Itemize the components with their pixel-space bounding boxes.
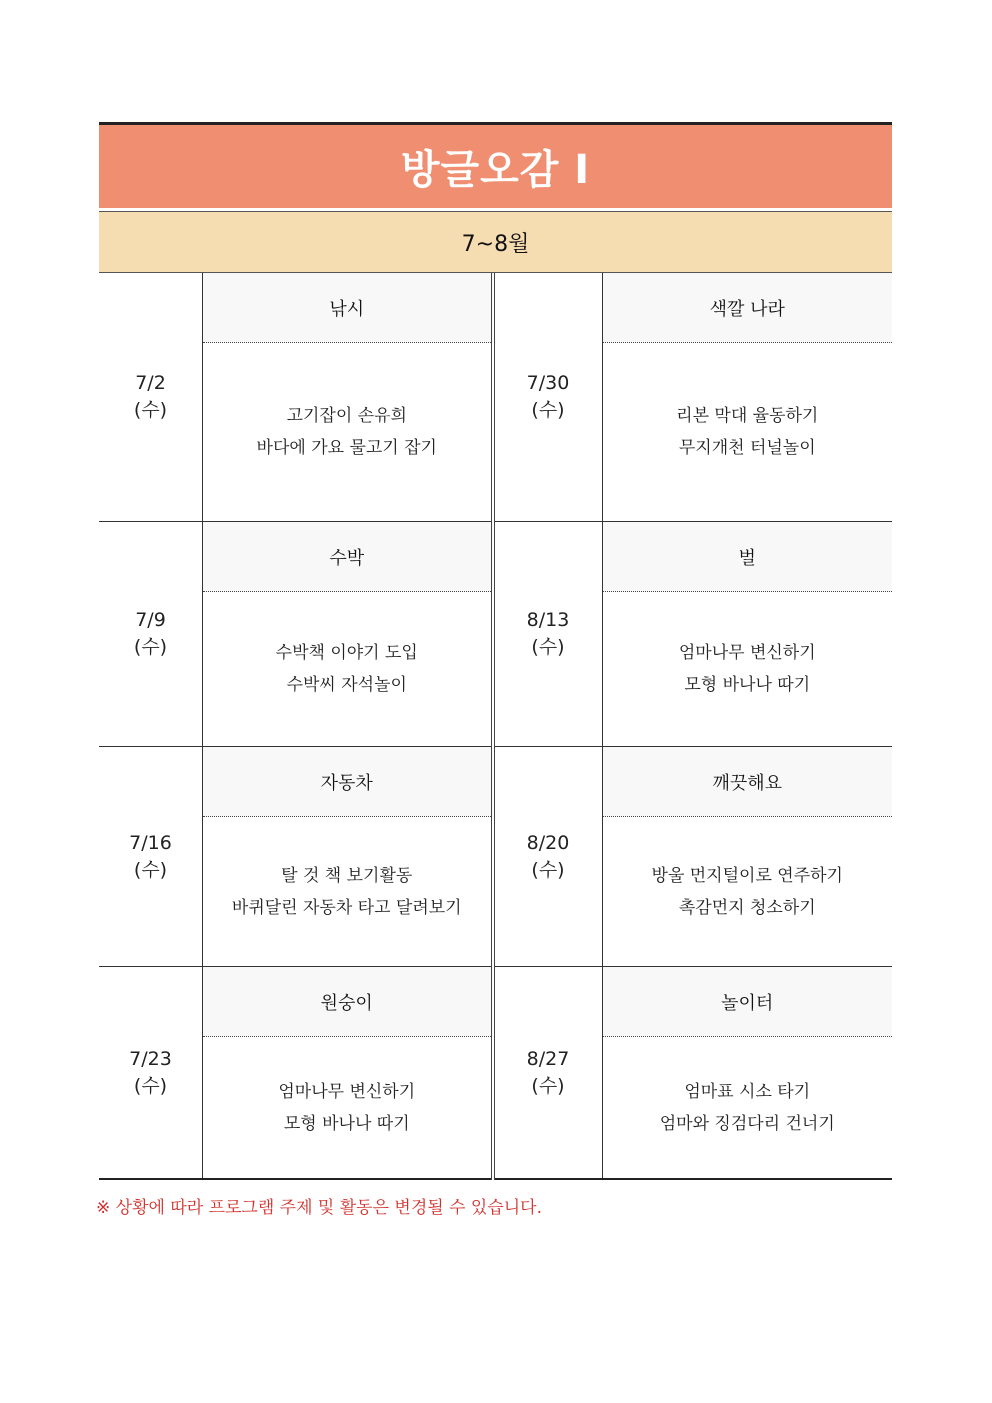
table-row: [99, 967, 892, 1037]
period-label: 7~8월: [99, 212, 892, 273]
activity-cell: [602, 1037, 892, 1180]
date-cell: [493, 967, 603, 1180]
activity-item: 방울 먼지털이로 연주하기: [651, 865, 843, 886]
theme-cell: 벌: [602, 522, 892, 592]
theme-cell: 수박: [203, 522, 493, 592]
date-text: 7/9: [135, 609, 166, 631]
program-title: 방글오감 I: [99, 122, 892, 208]
date-text: 8/13: [526, 609, 570, 631]
date-cell: [99, 522, 203, 747]
activity-item: 바퀴달린 자동차 타고 달려보기: [231, 897, 462, 918]
date-cell: [99, 967, 203, 1180]
activity-cell: [602, 592, 892, 747]
weekday-text: (수): [133, 858, 168, 881]
table-row: [99, 747, 892, 817]
activity-cell: [203, 1037, 493, 1180]
weekday-text: (수): [133, 399, 168, 421]
date-cell: [99, 273, 203, 522]
date-text: 8/20: [526, 831, 570, 854]
activity-item: 모형 바나나 따기: [283, 1113, 410, 1134]
schedule-sheet: [99, 122, 892, 1180]
theme-cell: 놀이터: [602, 967, 892, 1037]
weekday-text: (수): [531, 858, 565, 881]
activity-cell: [602, 817, 892, 967]
activity-item: 리본 막대 율동하기: [676, 406, 819, 426]
activity-item: 탈 것 책 보기활동: [281, 865, 413, 886]
activity-item: 모형 바나나 따기: [684, 675, 811, 695]
date-text: 7/2: [135, 372, 166, 394]
theme-cell: 원숭이: [203, 967, 493, 1037]
date-text: 8/27: [526, 1047, 570, 1070]
activity-item: 촉감먼지 청소하기: [678, 897, 816, 918]
weekday-text: (수): [531, 399, 565, 421]
activity-item: 엄마와 징검다리 건너기: [659, 1113, 835, 1134]
date-cell: [493, 522, 603, 747]
weekday-text: (수): [133, 636, 168, 658]
table-row: [99, 273, 892, 343]
theme-cell: 깨끗해요: [602, 747, 892, 817]
activity-item: 바다에 가요 물고기 잡기: [256, 438, 437, 458]
schedule-table: [99, 273, 892, 1180]
activity-cell: [203, 817, 493, 967]
footnote: ※ 상황에 따라 프로그램 주제 및 활동은 변경될 수 있습니다.: [96, 1198, 542, 1218]
date-cell: [493, 273, 603, 522]
theme-cell: 색깔 나라: [602, 273, 892, 343]
date-text: 7/30: [526, 372, 570, 394]
activity-cell: [602, 343, 892, 522]
activity-cell: [203, 592, 493, 747]
activity-item: 엄마나무 변신하기: [678, 643, 816, 663]
theme-cell: 자동차: [203, 747, 493, 817]
table-row: [99, 522, 892, 592]
activity-item: 엄마표 시소 타기: [684, 1081, 811, 1102]
date-cell: [493, 747, 603, 967]
activity-item: 엄마나무 변신하기: [278, 1081, 416, 1102]
activity-item: 무지개천 터널놀이: [678, 438, 816, 458]
activity-cell: [203, 343, 493, 522]
date-text: 7/16: [129, 831, 172, 854]
date-cell: [99, 747, 203, 967]
weekday-text: (수): [531, 636, 565, 658]
theme-cell: 낚시: [203, 273, 493, 343]
weekday-text: (수): [133, 1074, 168, 1097]
activity-item: 수박책 이야기 도입: [275, 643, 418, 663]
activity-item: 수박씨 자석놀이: [286, 675, 407, 695]
activity-item: 고기잡이 손유희: [286, 406, 407, 426]
date-text: 7/23: [129, 1047, 172, 1070]
weekday-text: (수): [531, 1074, 565, 1097]
